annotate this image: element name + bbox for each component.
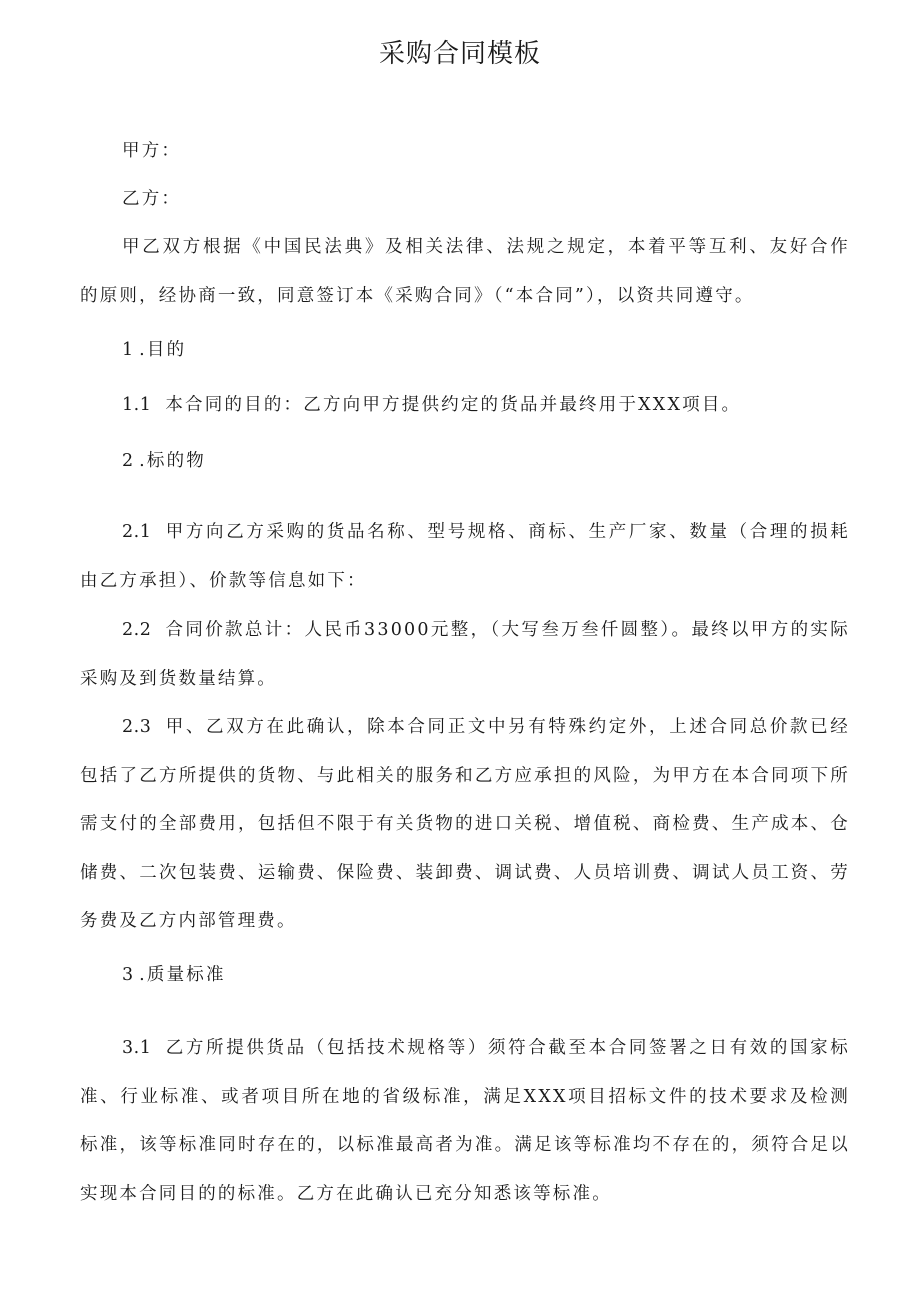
clause-number: 2.3 [122,717,152,737]
clause-number: 2.2 [122,620,152,640]
clause-2-1 [80,508,850,605]
clause-text: 乙方所提供货品（包括技术规格等）须符合截至本合同签署之日有效的国家标准、行业标准、或者项目所在地的省级标准，满足XXX项目招标文件的技术要求及检测标准，该等标准同时存在的，以标准最高者为准。满足该等标准均不存在的，须符合足以实现本合同目的的标准。乙方在此确认已充分知悉该等标准。 [80,1038,850,1204]
clause-text: 合同价款总计：人民币33000元整，（大写叁万叁仟圆整）。最终以甲方的实际采购及到货数量结算。 [80,620,850,689]
clause-text: 甲方向乙方采购的货品名称、型号规格、商标、生产厂家、数量（合理的损耗由乙方承担）、价款等信息如下： [80,522,850,591]
section-title: .质量标准 [139,965,226,985]
section-3-heading [80,951,850,1000]
section-title: .目的 [139,340,187,360]
section-number: 3 [122,965,134,985]
clause-number: 3.1 [122,1038,152,1058]
document-title: 采购合同模板 [378,39,541,69]
clause-1-1 [80,381,850,430]
section-2-heading [80,437,850,486]
clause-text: 甲、乙双方在此确认，除本合同正文中另有特殊约定外，上述合同总价款已经包括了乙方所提供的货物、与此相关的服务和乙方应承担的风险，为甲方在本合同项下所需支付的全部费用，包括但不限于有关货物的进口关税、增值税、商检费、生产成本、仓储费、二次包装费、运输费、保险费、装卸费、调试费、人员培训费、调试人员工资、劳务费及乙方内部管理费。 [80,717,850,931]
clause-2-2 [80,606,850,703]
clause-number: 1.1 [122,395,152,415]
intro-paragraph: 甲乙双方根据《中国民法典》及相关法律、法规之规定，本着平等互利、友好合作的原则，经协商一致，同意签订本《采购合同》（“本合同”），以资共同遵守。 [80,237,850,306]
section-title: .标的物 [139,451,207,471]
clause-text: 本合同的目的：乙方向甲方提供约定的货品并最终用于XXX项目。 [165,395,742,415]
section-number: 1 [122,340,134,360]
party-a-line: 甲方： [122,141,182,161]
section-number: 2 [122,451,134,471]
party-b-line: 乙方： [122,189,182,209]
clause-3-1 [80,1024,850,1218]
clause-number: 2.1 [122,522,152,542]
clause-2-3 [80,703,850,946]
section-1-heading [80,326,850,375]
